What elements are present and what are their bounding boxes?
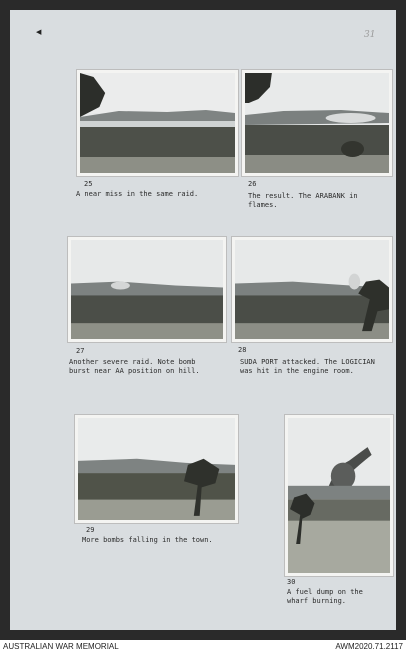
photo-30-image (288, 418, 390, 573)
photo-30-caption: A fuel dump on the wharf burning. (287, 588, 363, 605)
footer-institution: AUSTRALIAN WAR MEMORIAL (3, 642, 119, 651)
arrow-mark: ◀ (36, 29, 42, 36)
photo-27-image (71, 240, 223, 339)
photo-27-number: 27 (76, 347, 85, 355)
photo-25-number: 25 (84, 180, 93, 188)
photo-26-number: 26 (248, 180, 257, 188)
photo-27[interactable] (67, 236, 227, 343)
photo-26-caption: The result. The ARABANK in flames. (248, 192, 358, 209)
photo-27-caption: Another severe raid. Note bomb burst near AA position on hill. (69, 358, 200, 375)
photo-29-number: 29 (86, 526, 95, 534)
footer-accession-number: AWM2020.71.2117 (335, 642, 403, 651)
footer-bar (0, 640, 406, 653)
photo-30[interactable] (284, 414, 394, 577)
photo-26-image (245, 73, 389, 173)
photo-26[interactable] (241, 69, 393, 177)
photo-28-caption: SUDA PORT attacked. The LOGICIAN was hit in the engine room. (240, 358, 375, 375)
pencil-note: 31 (364, 30, 376, 40)
photo-30-number: 30 (287, 578, 296, 586)
photo-25[interactable] (76, 69, 239, 177)
photo-25-image (80, 73, 235, 173)
photo-29[interactable] (74, 414, 239, 524)
photo-28[interactable] (231, 236, 393, 343)
photo-25-caption: A near miss in the same raid. (76, 190, 199, 198)
photo-28-number: 28 (238, 346, 247, 354)
photo-29-caption: More bombs falling in the town. (82, 536, 213, 544)
photo-28-image (235, 240, 389, 339)
photo-29-image (78, 418, 235, 520)
